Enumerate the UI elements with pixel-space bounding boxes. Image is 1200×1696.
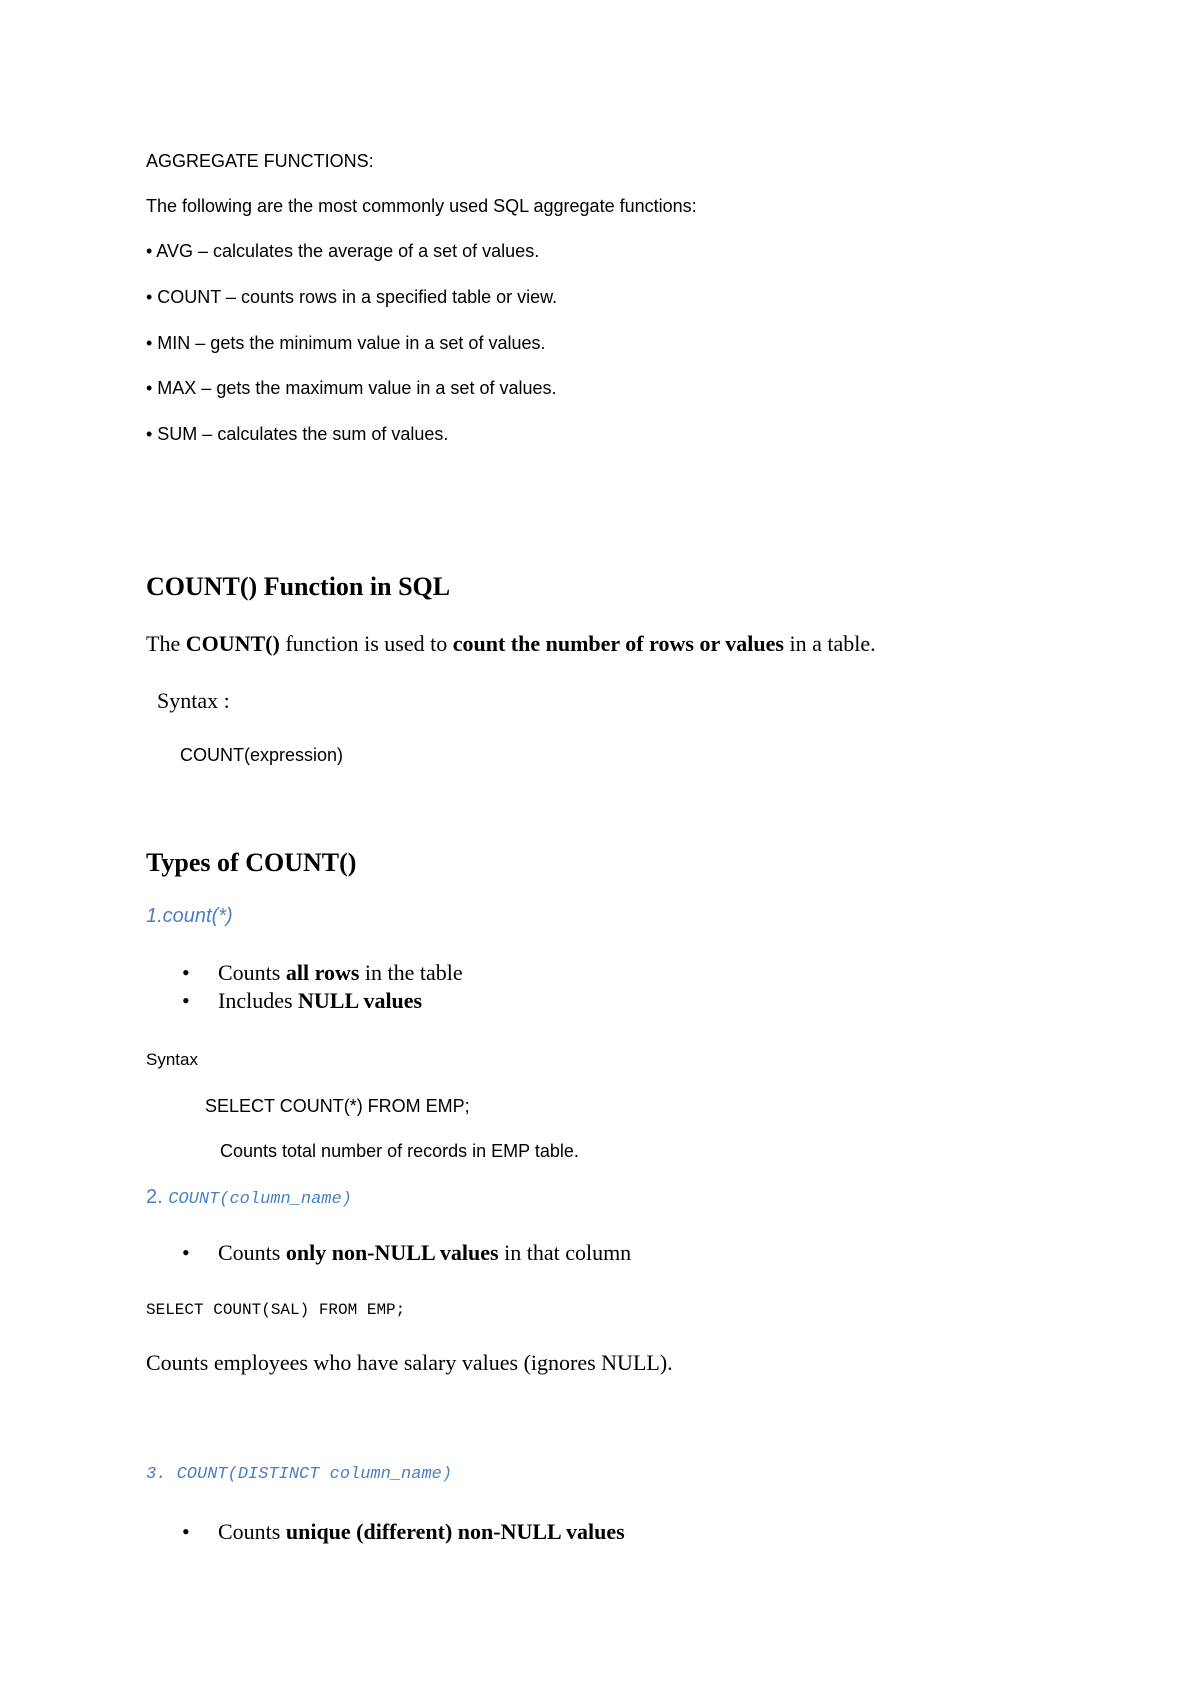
type1-bullet-1 bbox=[182, 962, 463, 984]
count-desc-pre: The bbox=[146, 631, 186, 656]
type1-title: 1.count(*) bbox=[146, 905, 233, 927]
aggregate-intro: The following are the most commonly used SQL aggregate functions: bbox=[146, 196, 697, 216]
type1-bullet-1-post: in the table bbox=[359, 960, 463, 985]
type2-bullet-1-pre: Counts bbox=[218, 1240, 286, 1265]
type1-bullet-2-pre: Includes bbox=[218, 988, 299, 1013]
type3-bullet-1-pre: Counts bbox=[218, 1519, 286, 1544]
type2-note: Counts employees who have salary values (ignores NULL). bbox=[146, 1350, 673, 1375]
type2-title-row bbox=[146, 1187, 352, 1208]
aggregate-item-avg: • AVG – calculates the average of a set of values. bbox=[146, 241, 540, 261]
type1-note: Counts total number of records in EMP table. bbox=[220, 1141, 579, 1161]
aggregate-item-sum: • SUM – calculates the sum of values. bbox=[146, 424, 449, 444]
type2-title: COUNT(column_name) bbox=[168, 1190, 352, 1209]
type2-bullet-1-post: in that column bbox=[498, 1240, 632, 1265]
type3-bullet-1-bold: unique (different) non-NULL values bbox=[285, 1519, 625, 1544]
count-desc-mid: function is used to bbox=[279, 631, 453, 656]
type1-syntax-label: Syntax bbox=[146, 1050, 198, 1069]
type3-bullet-1 bbox=[182, 1521, 625, 1543]
count-heading: COUNT() Function in SQL bbox=[146, 572, 451, 601]
bullet-glyph: • bbox=[182, 960, 190, 985]
aggregate-item-min: • MIN – gets the minimum value in a set of values. bbox=[146, 333, 546, 353]
bullet-glyph: • bbox=[182, 1519, 190, 1544]
type1-bullet-1-pre: Counts bbox=[218, 960, 286, 985]
count-desc-bold-2: count the number of rows or values bbox=[452, 631, 784, 656]
type1-code: SELECT COUNT(*) FROM EMP; bbox=[205, 1096, 470, 1116]
type2-bullet-1 bbox=[182, 1242, 631, 1264]
count-description bbox=[146, 633, 876, 655]
bullet-glyph: • bbox=[182, 1240, 190, 1265]
count-syntax-code: COUNT(expression) bbox=[180, 745, 344, 765]
bullet-glyph: • bbox=[182, 988, 190, 1013]
count-syntax-label: Syntax : bbox=[157, 688, 230, 713]
count-desc-bold-1: COUNT() bbox=[185, 631, 280, 656]
type2-bullet-1-bold: only non-NULL values bbox=[285, 1240, 499, 1265]
type2-number: 2. bbox=[146, 1186, 169, 1208]
type3-title: 3. COUNT(DISTINCT column_name) bbox=[146, 1465, 453, 1484]
type1-bullet-2 bbox=[182, 990, 422, 1012]
type1-bullet-2-bold: NULL values bbox=[298, 988, 423, 1013]
aggregate-title: AGGREGATE FUNCTIONS: bbox=[146, 151, 374, 171]
type2-code: SELECT COUNT(SAL) FROM EMP; bbox=[146, 1301, 406, 1319]
count-desc-post: in a table. bbox=[784, 631, 876, 656]
aggregate-item-count: • COUNT – counts rows in a specified table or view. bbox=[146, 287, 558, 307]
aggregate-item-max: • MAX – gets the maximum value in a set of values. bbox=[146, 378, 557, 398]
types-heading: Types of COUNT() bbox=[146, 848, 357, 877]
type1-bullet-1-bold: all rows bbox=[285, 960, 360, 985]
